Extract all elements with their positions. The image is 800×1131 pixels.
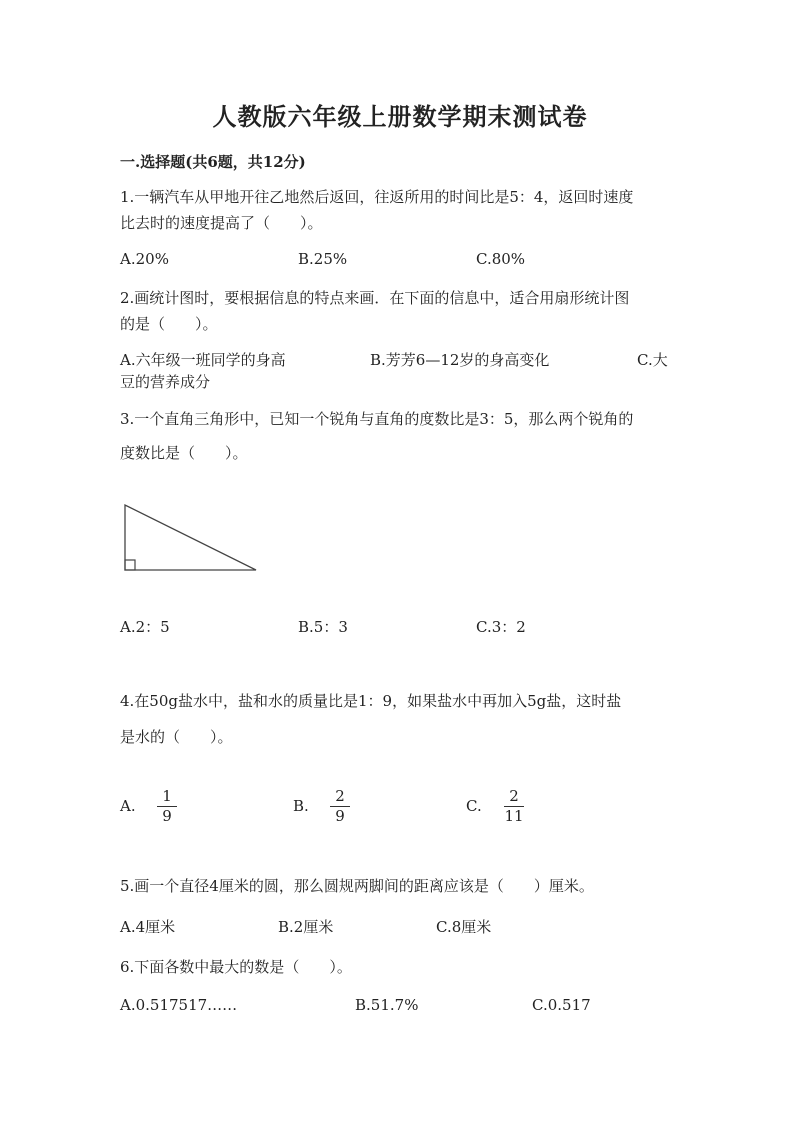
question-6-line-1: 6.下面各数中最大的数是（ ）。: [120, 958, 352, 976]
question-4-option-a-fraction: [157, 788, 177, 825]
question-3-line-2: 度数比是（ ）。: [120, 444, 248, 462]
question-1-option-c: C.80%: [476, 250, 526, 268]
question-1-line-1: 1.一辆汽车从甲地开往乙地然后返回，往返所用的时间比是5：4，返回时速度: [120, 188, 634, 206]
question-6-option-b: B.51.7%: [355, 996, 419, 1014]
question-3-option-b: B.5：3: [298, 618, 348, 636]
question-4-line-1: 4.在50g盐水中，盐和水的质量比是1：9，如果盐水中再加入5g盐，这时盐: [120, 692, 622, 710]
question-4-option-c-label: C.: [466, 797, 482, 815]
question-2-option-c-continued: 豆的营养成分: [120, 373, 211, 391]
right-triangle-figure: [118, 500, 263, 576]
question-2-option-c: C.大: [637, 351, 668, 369]
section-heading: 一.选择题(共6题，共12分): [120, 153, 306, 171]
fraction-numerator: 2: [335, 787, 345, 805]
question-2-line-2: 的是（ ）。: [120, 315, 218, 333]
fraction-denominator: 11: [504, 807, 524, 825]
question-4-option-c-fraction: [504, 788, 524, 825]
question-1-option-a: A.20%: [120, 250, 169, 268]
page-title: 人教版六年级上册数学期末测试卷: [212, 102, 588, 131]
question-5-option-a: A.4厘米: [120, 918, 176, 936]
question-4-option-b-fraction: [330, 788, 350, 825]
question-2-line-1: 2.画统计图时，要根据信息的特点来画．在下面的信息中，适合用扇形统计图: [120, 289, 630, 307]
question-4-option-a-label: A.: [120, 797, 136, 815]
question-1-option-b: B.25%: [298, 250, 348, 268]
question-3-line-1: 3.一个直角三角形中，已知一个锐角与直角的度数比是3：5，那么两个锐角的: [120, 410, 634, 428]
question-5-option-c: C.8厘米: [436, 918, 492, 936]
question-6-option-c: C.0.517: [532, 996, 591, 1014]
fraction-numerator: 2: [509, 787, 519, 805]
question-1-line-2: 比去时的速度提高了（ ）。: [120, 214, 323, 232]
question-5-line-1: 5.画一个直径4厘米的圆，那么圆规两脚间的距离应该是（ ）厘米。: [120, 877, 594, 895]
right-angle-mark: [125, 560, 135, 570]
fraction-denominator: 9: [335, 807, 345, 825]
question-5-option-b: B.2厘米: [278, 918, 334, 936]
question-4-line-2: 是水的（ ）。: [120, 728, 233, 746]
question-4-option-b-label: B.: [293, 797, 309, 815]
question-2-option-b: B.芳芳6—12岁的身高变化: [370, 351, 550, 369]
question-6-option-a: A.0.517517……: [120, 996, 238, 1014]
question-3-option-c: C.3：2: [476, 618, 526, 636]
fraction-numerator: 1: [162, 787, 172, 805]
question-3-option-a: A.2：5: [120, 618, 170, 636]
fraction-denominator: 9: [162, 807, 172, 825]
question-2-option-a: A.六年级一班同学的身高: [120, 351, 286, 369]
triangle-outline: [125, 505, 256, 570]
